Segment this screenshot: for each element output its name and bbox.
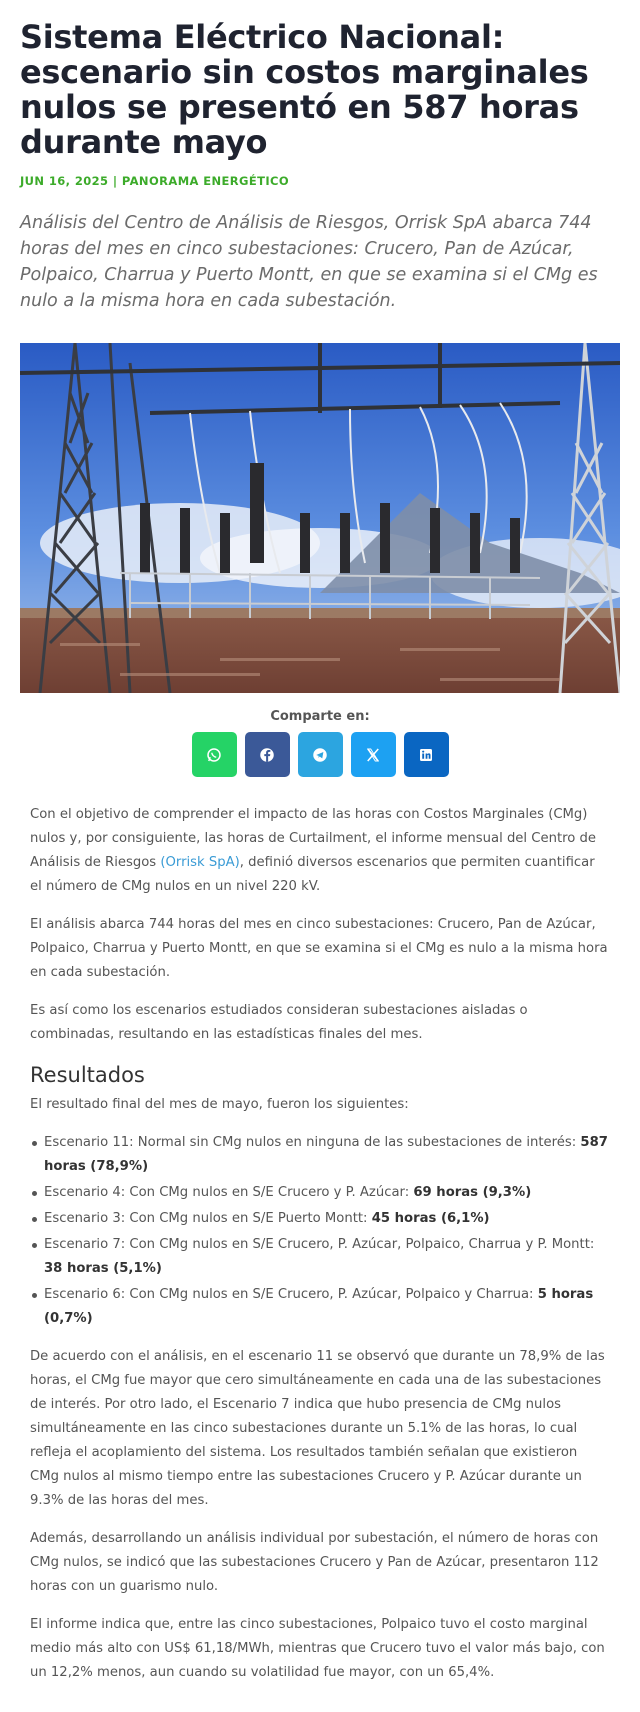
article-title: Sistema Eléctrico Nacional: escenario sin costos marginales nulos se presentó en 587 horas durante mayo xyxy=(20,18,589,161)
section-title-results: Resultados xyxy=(30,1063,145,1087)
list-item xyxy=(30,1181,610,1205)
linkedin-icon xyxy=(417,746,435,764)
article-body xyxy=(20,803,620,1685)
list-item xyxy=(30,1233,610,1281)
list-item xyxy=(30,1283,610,1331)
paragraph-intro xyxy=(30,803,610,899)
result-value: 45 horas (6,1%) xyxy=(371,1211,490,1226)
meta-separator: | xyxy=(108,174,122,188)
x-icon xyxy=(364,746,382,764)
result-value: 38 horas (5,1%) xyxy=(44,1261,162,1276)
result-text: Escenario 7: Con CMg nulos en S/E Crucero, P. Azúcar, Polpaico, Charrua y P. Montt: xyxy=(44,1237,595,1252)
result-value: 587 horas (78,9%) xyxy=(44,1135,608,1174)
share-buttons xyxy=(20,732,620,777)
result-text: Escenario 4: Con CMg nulos en S/E Crucero y P. Azúcar: xyxy=(44,1185,414,1200)
paragraph-intro-text-2: , definió diversos escenarios que permiten cuantificar el número de CMg nulos en un nivel 220 kV. xyxy=(30,855,595,894)
result-value: 5 horas (0,7%) xyxy=(44,1287,594,1326)
telegram-share-button[interactable] xyxy=(298,732,343,777)
paragraph-intro-text-1: Con el objetivo de comprender el impacto de las horas con Costos Marginales (CMg) nulos y, por consiguiente, las horas de Curtailment, el informe mensual del Centro de Análisis de Riesgos xyxy=(30,807,597,870)
result-text: Escenario 11: Normal sin CMg nulos en ninguna de las subestaciones de interés: xyxy=(44,1135,581,1150)
linkedin-share-button[interactable] xyxy=(404,732,449,777)
paragraph-marginal-cost: El informe indica que, entre las cinco subestaciones, Polpaico tuvo el costo marginal medio más alto con US$ 61,18/MWh, mientras que Crucero tuvo el valor más bajo, con un 12,2% menos, aun cuando su volatilidad fue mayor, con un 65,4%. xyxy=(30,1617,605,1680)
results-list xyxy=(30,1131,610,1331)
x-share-button[interactable] xyxy=(351,732,396,777)
facebook-share-button[interactable] xyxy=(245,732,290,777)
paragraph-scenarios: Es así como los escenarios estudiados consideran subestaciones aisladas o combinadas, resultando en las estadísticas finales del mes. xyxy=(30,1003,528,1042)
article-category-link[interactable]: PANORAMA ENERGÉTICO xyxy=(121,174,290,188)
telegram-icon xyxy=(311,746,329,764)
list-item xyxy=(30,1207,610,1231)
paragraph-results-intro: El resultado final del mes de mayo, fueron los siguientes: xyxy=(30,1097,409,1112)
article-meta xyxy=(20,174,620,188)
paragraph-scope: El análisis abarca 744 horas del mes en cinco subestaciones: Crucero, Pan de Azúcar, Polpaico, Charrua y Puerto Montt, en que se examina si el CMg es nulo a la misma hora en cada subestación. xyxy=(30,917,608,980)
share-label: Comparte en: xyxy=(270,709,370,724)
paragraph-individual: Además, desarrollando un análisis individual por subestación, el número de horas con CMg nulos, se indicó que las subestaciones Crucero y Pan de Azúcar, presentaron 112 horas con un guarismo nulo. xyxy=(30,1531,599,1594)
orrisk-link[interactable]: (Orrisk SpA) xyxy=(160,855,240,870)
facebook-icon xyxy=(258,746,276,764)
result-value: 69 horas (9,3%) xyxy=(413,1185,532,1200)
share-section xyxy=(20,709,620,777)
whatsapp-share-button[interactable] xyxy=(192,732,237,777)
article-lead: Análisis del Centro de Análisis de Riesgos, Orrisk SpA abarca 744 horas del mes en cinco subestaciones: Crucero, Pan de Azúcar, Polpaico, Charrua y Puerto Montt, en que se examina si el CMg es nulo a la misma hora en cada subestación. xyxy=(20,213,598,311)
paragraph-analysis: De acuerdo con el análisis, en el escenario 11 se observó que durante un 78,9% de las horas, el CMg fue mayor que cero simultáneamente en cada una de las subestaciones de interés. Por otro lado, el Escenario 7 indica que hubo presencia de CMg nulos simultáneamente en las cinco subestaciones durante un 5.1% de las horas, lo cual refleja el acoplamiento del sistema. Los resultados también señalan que existieron CMg nulos al mismo tiempo entre las subestaciones Crucero y P. Azúcar durante un 9.3% de las horas del mes. xyxy=(30,1349,605,1508)
list-item xyxy=(30,1131,610,1179)
hero-image-substation xyxy=(20,343,620,693)
whatsapp-icon xyxy=(205,746,223,764)
result-text: Escenario 3: Con CMg nulos en S/E Puerto Montt: xyxy=(44,1211,372,1226)
result-text: Escenario 6: Con CMg nulos en S/E Crucero, P. Azúcar, Polpaico y Charrua: xyxy=(44,1287,538,1302)
article-date: JUN 16, 2025 xyxy=(20,174,109,188)
